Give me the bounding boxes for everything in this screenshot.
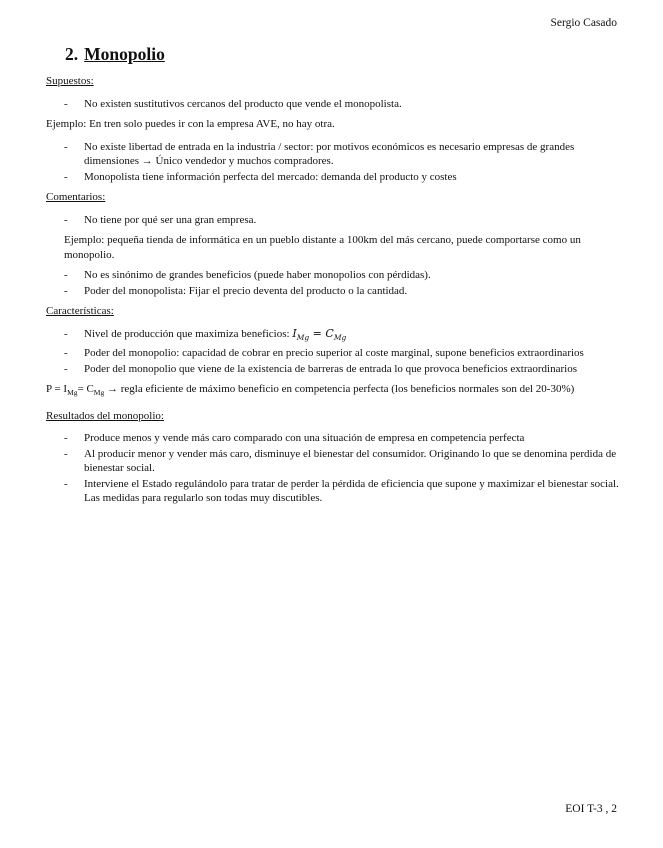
list-item: - No tiene por qué ser una gran empresa.: [46, 213, 620, 228]
formula-img-cmg: $I_{Mg} = C_{Mg}$: [292, 326, 347, 342]
page-footer: EOI T-3 , 2: [565, 803, 617, 815]
list-item: - Poder del monopolio: capacidad de cobrar en precio superior al coste marginal, supone beneficios extraordinarios: [46, 346, 620, 361]
list-resultados: [46, 431, 620, 506]
list-item: - Interviene el Estado regulándolo para tratar de perder la pérdida de eficiencia que supone y maximizar el bienestar social. Las medidas para regularlo son todas muy discutibles.: [46, 477, 620, 506]
author-name: Sergio Casado: [550, 17, 617, 29]
list-item: - No existe libertad de entrada en la industria / sector: por motivos económicos es necesario empresas de grandes dimensiones → Único vendedor y muchos compradores.: [46, 140, 620, 169]
list-supuestos-2: [46, 140, 620, 185]
list-item: - Nivel de producción que maximiza beneficios: $I_{Mg} = C_{Mg}$: [46, 327, 620, 346]
list-item: - Monopolista tiene información perfecta del mercado: demanda del producto y costes: [46, 170, 620, 185]
efficiency-rule: $P = I_{Mg}= C_{Mg}$ → regla eficiente de máximo beneficio en competencia perfecta (los beneficios normales son del 20-30%): [46, 383, 575, 398]
example-supuestos: Ejemplo: En tren solo puedes ir con la empresa AVE, no hay otra.: [46, 118, 335, 130]
section-title: [65, 44, 165, 65]
list-item: - Produce menos y vende más caro comparado con una situación de empresa en competencia perfecta: [46, 431, 620, 446]
document-body: [46, 74, 620, 512]
list-comentarios: [46, 213, 620, 228]
list-item: - No existen sustitutivos cercanos del producto que vende el monopolista.: [46, 97, 620, 112]
heading-supuestos: Supuestos:: [46, 75, 94, 87]
section-number: 2.: [65, 44, 79, 64]
heading-resultados: Resultados del monopolio:: [46, 409, 164, 422]
heading-comentarios: Comentarios:: [46, 191, 106, 203]
section-title-text: Monopolio: [84, 44, 165, 64]
list-item: - No es sinónimo de grandes beneficios (puede haber monopolios con pérdidas).: [46, 268, 620, 283]
list-item: - Poder del monopolista: Fijar el precio deventa del producto o la cantidad.: [46, 284, 620, 299]
list-comentarios-2: [46, 268, 620, 298]
heading-caracteristicas: Características:: [46, 305, 114, 317]
list-supuestos: [46, 97, 620, 112]
list-item: - Al producir menor y vender más caro, disminuye el bienestar del consumidor. Originando lo que se denomina perdida de bienestar social.: [46, 447, 620, 476]
example-comentarios: Ejemplo: pequeña tienda de informática en un pueblo distante a 100km del más cercano, puede comportarse como un monopolio.: [64, 234, 581, 261]
list-caracteristicas: [46, 327, 620, 377]
list-item: - Poder del monopolio que viene de la existencia de barreras de entrada lo que provoca beneficios extraordinarios: [46, 362, 620, 377]
